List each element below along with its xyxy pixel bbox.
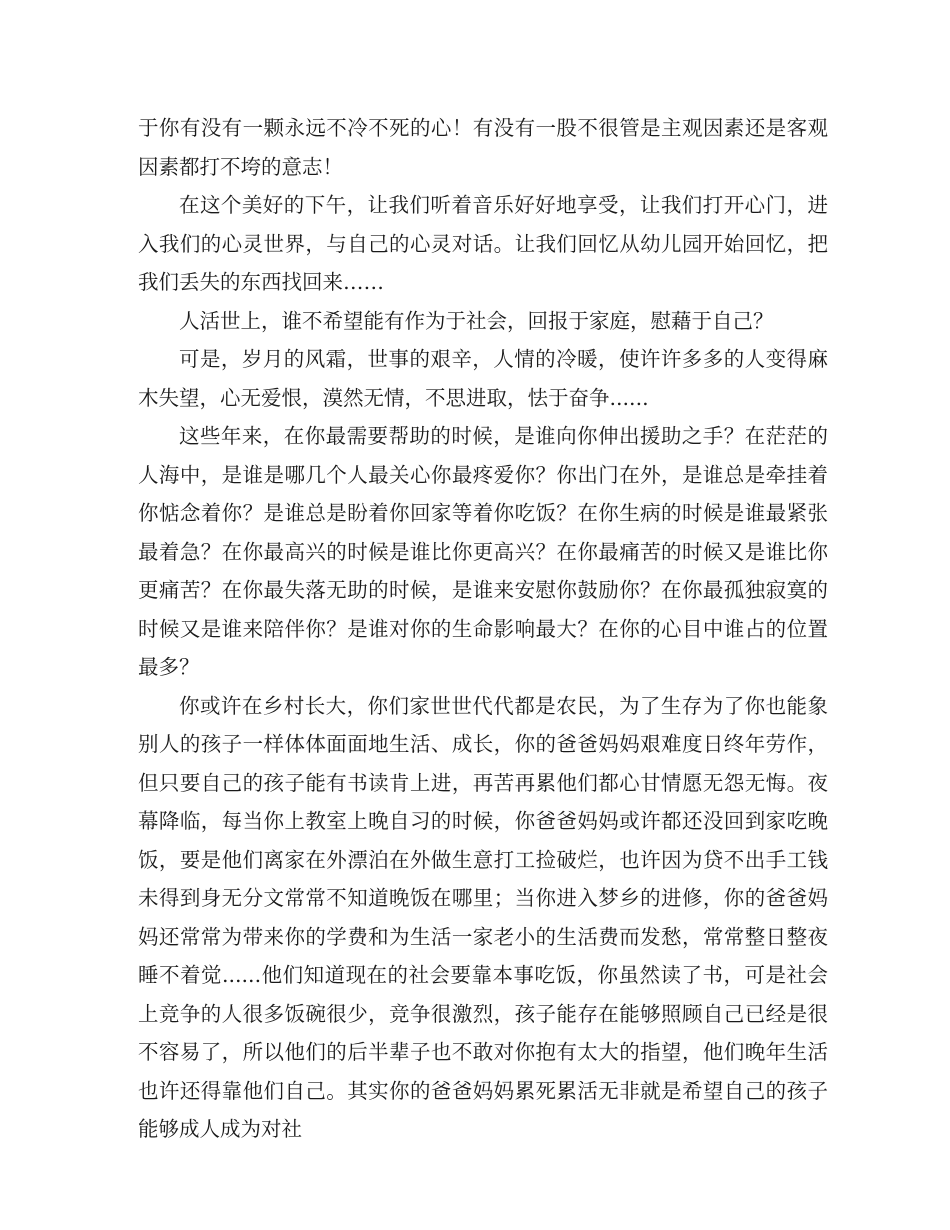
- paragraph: 可是，岁月的风霜，世事的艰辛，人情的冷暖，使许许多多的人变得麻木失望，心无爱恨，漠然无情，不思进取，怯于奋争......: [138, 347, 828, 410]
- paragraph: 在这个美好的下午，让我们听着音乐好好地享受，让我们打开心门，进入我们的心灵世界，与自己的心灵对话。让我们回忆从幼儿园开始回忆，把我们丢失的东西找回来……: [138, 193, 828, 294]
- paragraph: 你或许在乡村长大，你们家世世代代都是农民，为了生存为了你也能象别人的孩子一样体体面面地生活、成长，你的爸爸妈妈艰难度日终年劳作，但只要自己的孩子能有书读肯上进，再苦再累他们都心甘情愿无怨无悔。夜幕降临，每当你上教室上晚自习的时候，你爸爸妈妈或许都还没回到家吃晚饭，要是他们离家在外漂泊在外做生意打工捡破烂，也许因为贷不出手工钱未得到身无分文常常不知道晚饭在哪里；当你进入梦乡的进修，你的爸爸妈妈还常常为带来你的学费和为生活一家老小的生活费而发愁，常常整日整夜睡不着觉......他们知道现在的社会要靠本事吃饭，你虽然读了书，可是社会上竞争的人很多饭碗很少，竞争很激烈，孩子能存在能够照顾自己已经是很不容易了，所以他们的后半辈子也不敢对你抱有太大的指望，他们晚年生活也许还得靠他们自己。其实你的爸爸妈妈累死累活无非就是希望自己的孩子能够成人成为对社: [138, 693, 828, 1141]
- paragraph-continuation: 于你有没有一颗永远不冷不死的心！有没有一股不很管是主观因素还是客观因素都打不垮的意志！: [138, 116, 828, 179]
- paragraph: 人活世上，谁不希望能有作为于社会，回报于家庭，慰藉于自己？: [179, 308, 774, 333]
- body-text: [138, 109, 828, 1149]
- paragraph: 这些年来，在你最需要帮助的时候，是谁向你伸出援助之手？在茫茫的人海中，是谁是哪几个人最关心你最疼爱你？你出门在外，是谁总是牵挂着你惦念着你？是谁总是盼着你回家等着你吃饭？在你生病的时候是谁最紧张最着急？在你最高兴的时候是谁比你更高兴？在你最痛苦的时候又是谁比你更痛苦？在你最失落无助的时候，是谁来安慰你鼓励你？在你最孤独寂寞的时候又是谁来陪伴你？是谁对你的生命影响最大？在你的心目中谁占的位置最多？: [138, 424, 828, 679]
